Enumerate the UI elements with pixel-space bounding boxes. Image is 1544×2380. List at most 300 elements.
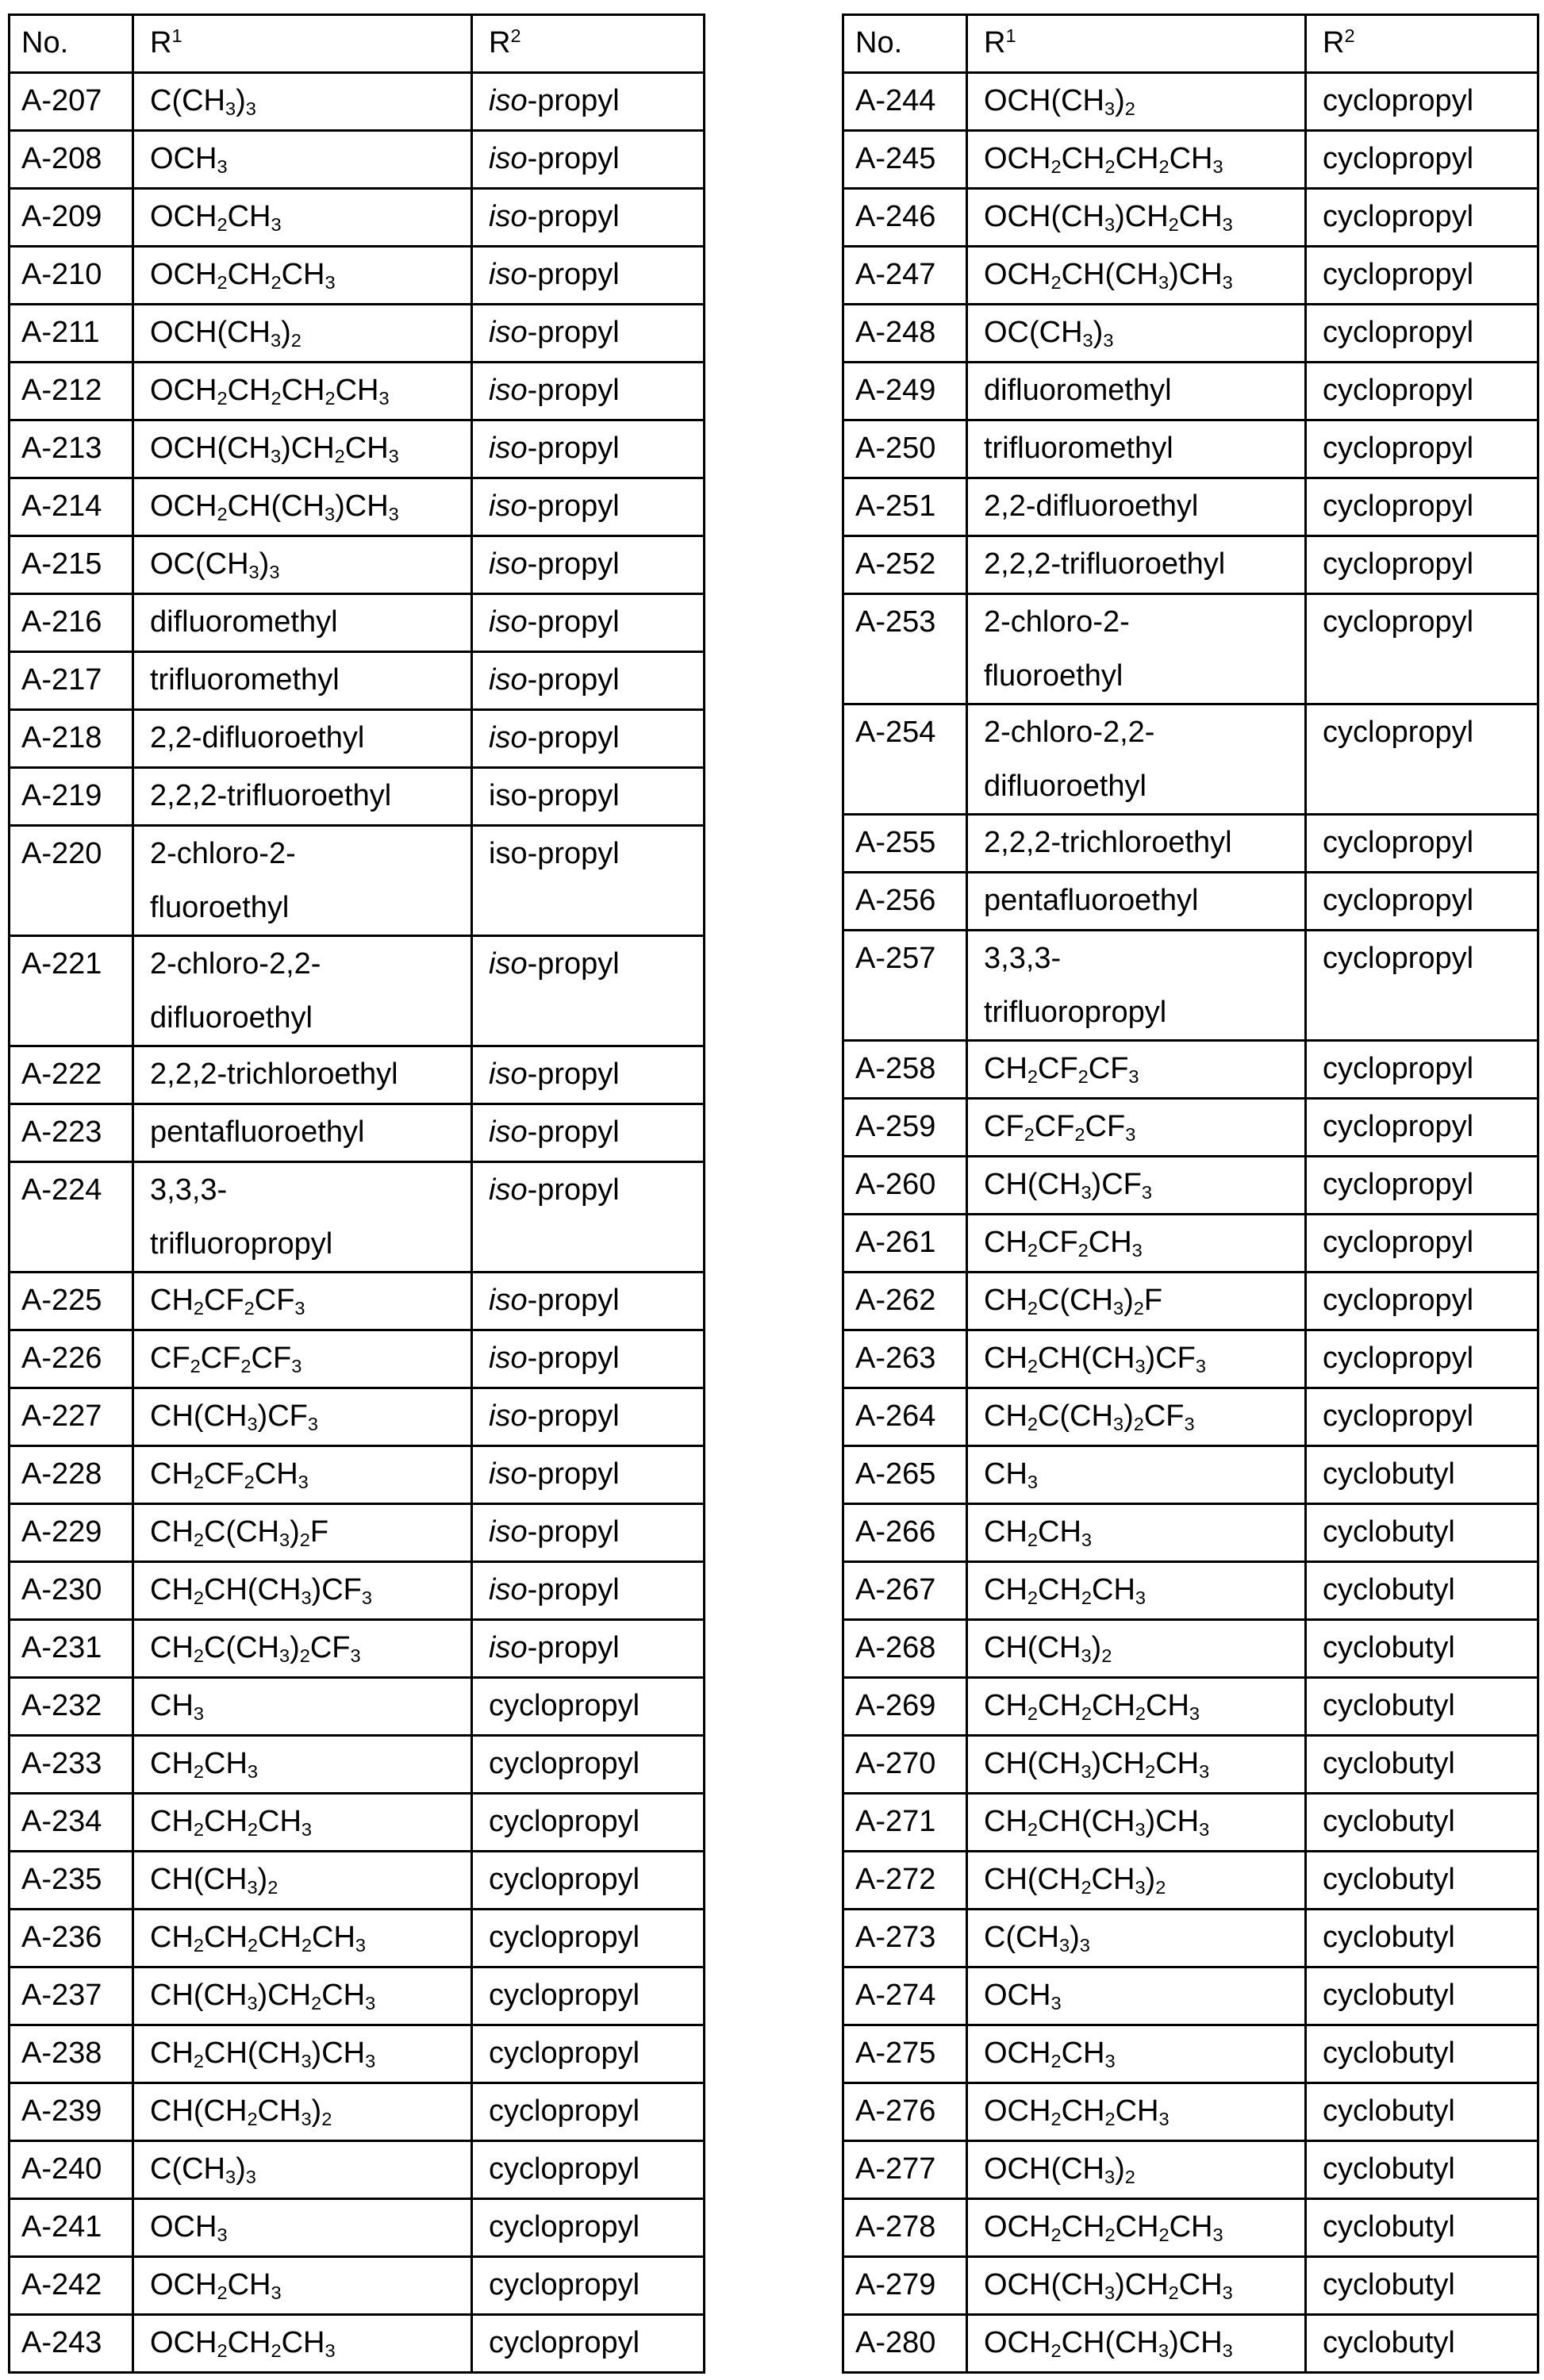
- cell-r2: cyclopropyl: [1306, 189, 1538, 247]
- table-row: [10, 1678, 705, 1736]
- cell-r1: $CH_2CH_3$: [133, 1736, 472, 1794]
- cell-r1: $OCH_2CH(CH_3)CH_3$: [967, 2315, 1306, 2373]
- cell-r2: cyclopropyl: [1306, 131, 1538, 189]
- cell-no: A-273: [843, 1910, 967, 1967]
- table-row: [10, 2199, 705, 2257]
- cell-no: A-215: [10, 536, 133, 594]
- header-r2: $R^2$: [1306, 15, 1538, 73]
- table-row: [843, 247, 1538, 305]
- cell-no: A-268: [843, 1620, 967, 1678]
- table-row: [843, 189, 1538, 247]
- cell-no: A-263: [843, 1330, 967, 1388]
- cell-r1: 2-chloro-2,2- difluoroethyl: [967, 704, 1306, 815]
- cell-r2: iso-propyl: [472, 710, 705, 768]
- table-row: [843, 536, 1538, 594]
- cell-r1: $OCH_2CH_2CH_2CH_3$: [967, 131, 1306, 189]
- cell-r1: $OCH(CH_3)_2$: [967, 73, 1306, 131]
- cell-r1: 2-chloro-2,2- difluoroethyl: [133, 936, 472, 1046]
- cell-r1: 2-chloro-2- fluoroethyl: [133, 826, 472, 936]
- cell-r1: $OCH(CH_3)CH_2CH_3$: [967, 189, 1306, 247]
- table-row: [10, 768, 705, 826]
- cell-no: A-224: [10, 1162, 133, 1273]
- cell-r1: $CH_3$: [967, 1446, 1306, 1504]
- table-row: [10, 478, 705, 536]
- cell-r2: cyclobutyl: [1306, 1562, 1538, 1620]
- cell-no: A-257: [843, 931, 967, 1041]
- cell-r1: $OCH_2CH_2CH_3$: [133, 247, 472, 305]
- cell-r2: iso-propyl: [472, 420, 705, 478]
- cell-r2: cyclopropyl: [1306, 1273, 1538, 1330]
- cell-no: A-278: [843, 2199, 967, 2257]
- table-row: [10, 1967, 705, 2025]
- cell-r2: cyclobutyl: [1306, 2257, 1538, 2315]
- cell-no: A-262: [843, 1273, 967, 1330]
- cell-no: A-270: [843, 1736, 967, 1794]
- cell-r2: cyclopropyl: [472, 1678, 705, 1736]
- cell-no: A-247: [843, 247, 967, 305]
- cell-no: A-214: [10, 478, 133, 536]
- cell-r2: iso-propyl: [472, 1046, 705, 1104]
- cell-no: A-219: [10, 768, 133, 826]
- table-row: [843, 1794, 1538, 1852]
- cell-r1: $CH_2CH(CH_3)CF_3$: [967, 1330, 1306, 1388]
- table-row: [843, 2315, 1538, 2373]
- cell-no: A-234: [10, 1794, 133, 1852]
- cell-r1: 2-chloro-2- fluoroethyl: [967, 594, 1306, 704]
- table-row: [843, 131, 1538, 189]
- cell-r2: cyclopropyl: [1306, 1215, 1538, 1273]
- cell-r2: cyclopropyl: [1306, 363, 1538, 420]
- table-row: [10, 1504, 705, 1562]
- cell-r2: iso-propyl: [472, 305, 705, 363]
- table-body: [10, 73, 705, 2373]
- cell-r2: iso-propyl: [472, 73, 705, 131]
- table-row: [10, 1446, 705, 1504]
- table-row: [10, 1162, 705, 1273]
- cell-r1: $OC(CH_3)_3$: [967, 305, 1306, 363]
- cell-r1: $OCH_2CH_3$: [133, 2257, 472, 2315]
- cell-r1: $CH_2CH(CH_3)CH_3$: [967, 1794, 1306, 1852]
- table-row: [843, 2083, 1538, 2141]
- cell-r1: $OCH(CH_3)_2$: [967, 2141, 1306, 2199]
- cell-no: A-272: [843, 1852, 967, 1910]
- cell-r2: cyclobutyl: [1306, 2315, 1538, 2373]
- superscript-2: 2: [510, 25, 521, 47]
- cell-r1: $CH_2C(CH_3)_2CF_3$: [967, 1388, 1306, 1446]
- cell-r2: iso-propyl: [472, 536, 705, 594]
- table-row: [10, 536, 705, 594]
- table-row: [10, 1852, 705, 1910]
- table-row: [10, 420, 705, 478]
- table-row: [843, 2199, 1538, 2257]
- cell-no: A-243: [10, 2315, 133, 2373]
- table-row: [10, 2315, 705, 2373]
- cell-r1: $CH(CH_3)CF_3$: [967, 1157, 1306, 1215]
- table-row: [843, 873, 1538, 931]
- table-row: [843, 1967, 1538, 2025]
- cell-r2: cyclopropyl: [1306, 1041, 1538, 1099]
- cell-r1: $CH_2CF_2CF_3$: [133, 1273, 472, 1330]
- cell-no: A-246: [843, 189, 967, 247]
- table-row: [10, 131, 705, 189]
- table-row: [10, 305, 705, 363]
- cell-r2: cyclobutyl: [1306, 1620, 1538, 1678]
- cell-r1: $C(CH_3)_3$: [133, 2141, 472, 2199]
- cell-r2: cyclobutyl: [1306, 1794, 1538, 1852]
- table-row: [843, 1099, 1538, 1157]
- cell-r2: iso-propyl: [472, 363, 705, 420]
- cell-r2: cyclopropyl: [1306, 873, 1538, 931]
- cell-no: A-275: [843, 2025, 967, 2083]
- cell-no: A-241: [10, 2199, 133, 2257]
- table-row: [843, 1620, 1538, 1678]
- table-row: [843, 1330, 1538, 1388]
- cell-r1: $CH(CH_3)_2$: [967, 1620, 1306, 1678]
- cell-r2: cyclobutyl: [1306, 2025, 1538, 2083]
- table-row: [10, 1620, 705, 1678]
- cell-r2: iso-propyl: [472, 189, 705, 247]
- cell-no: A-218: [10, 710, 133, 768]
- cell-no: A-220: [10, 826, 133, 936]
- cell-r1: $CH_2CH(CH_3)CH_3$: [133, 2025, 472, 2083]
- cell-r1: $CH(CH_3)CF_3$: [133, 1388, 472, 1446]
- cell-r1: $CH_2CH_2CH_3$: [133, 1794, 472, 1852]
- table-row: [10, 936, 705, 1046]
- cell-no: A-222: [10, 1046, 133, 1104]
- cell-r2: iso-propyl: [472, 247, 705, 305]
- table-row: [843, 73, 1538, 131]
- cell-no: A-213: [10, 420, 133, 478]
- cell-r2: cyclopropyl: [1306, 536, 1538, 594]
- superscript-1: 1: [171, 25, 182, 47]
- cell-no: A-267: [843, 1562, 967, 1620]
- table-header-row: [843, 15, 1538, 73]
- table-row: [843, 305, 1538, 363]
- cell-no: A-229: [10, 1504, 133, 1562]
- table-row: [10, 363, 705, 420]
- cell-no: A-225: [10, 1273, 133, 1330]
- cell-r1: $CH(CH_2CH_3)_2$: [133, 2083, 472, 2141]
- cell-r1: trifluoromethyl: [133, 652, 472, 710]
- cell-r2: iso-propyl: [472, 1504, 705, 1562]
- cell-r2: cyclopropyl: [1306, 420, 1538, 478]
- cell-no: A-271: [843, 1794, 967, 1852]
- cell-r2: cyclopropyl: [472, 1910, 705, 1967]
- cell-r2: cyclopropyl: [472, 2025, 705, 2083]
- cell-r2: cyclobutyl: [1306, 1736, 1538, 1794]
- cell-r2: iso-propyl: [472, 478, 705, 536]
- cell-r1: $CH_2CH_2CH_3$: [967, 1562, 1306, 1620]
- cell-r2: cyclopropyl: [1306, 247, 1538, 305]
- table-row: [843, 1157, 1538, 1215]
- table-row: [843, 1736, 1538, 1794]
- table-row: [843, 1678, 1538, 1736]
- cell-r2: cyclopropyl: [1306, 73, 1538, 131]
- cell-r1: trifluoromethyl: [967, 420, 1306, 478]
- cell-r2: iso-propyl: [472, 594, 705, 652]
- cell-r1: pentafluoroethyl: [133, 1104, 472, 1162]
- cell-r1: 2,2,2-trifluoroethyl: [133, 768, 472, 826]
- cell-r2: cyclopropyl: [1306, 815, 1538, 873]
- table-row: [10, 2083, 705, 2141]
- cell-no: A-259: [843, 1099, 967, 1157]
- cell-r2: cyclobutyl: [1306, 1910, 1538, 1967]
- cell-r1: $CH_2CH(CH_3)CF_3$: [133, 1562, 472, 1620]
- cell-r2: cyclopropyl: [1306, 1157, 1538, 1215]
- cell-r1: 2,2-difluoroethyl: [967, 478, 1306, 536]
- cell-r1: 2,2-difluoroethyl: [133, 710, 472, 768]
- table-row: [10, 1562, 705, 1620]
- cell-r2: cyclopropyl: [1306, 305, 1538, 363]
- table-row: [10, 1736, 705, 1794]
- table-row: [843, 1910, 1538, 1967]
- cell-no: A-256: [843, 873, 967, 931]
- cell-r2: iso-propyl: [472, 1620, 705, 1678]
- cell-r2: iso-propyl: [472, 1162, 705, 1273]
- cell-r1: 3,3,3- trifluoropropyl: [967, 931, 1306, 1041]
- cell-no: A-226: [10, 1330, 133, 1388]
- table-row: [10, 1388, 705, 1446]
- table-row: [10, 1910, 705, 1967]
- cell-no: A-253: [843, 594, 967, 704]
- cell-no: A-237: [10, 1967, 133, 2025]
- cell-r2: cyclobutyl: [1306, 1967, 1538, 2025]
- cell-no: A-230: [10, 1562, 133, 1620]
- table-row: [843, 1852, 1538, 1910]
- cell-no: A-274: [843, 1967, 967, 2025]
- table-row: [10, 1104, 705, 1162]
- table-row: [10, 247, 705, 305]
- cell-r2: cyclopropyl: [1306, 594, 1538, 704]
- cell-r1: pentafluoroethyl: [967, 873, 1306, 931]
- header-r1: $R^1$: [967, 15, 1306, 73]
- table-row: [10, 2025, 705, 2083]
- cell-no: A-236: [10, 1910, 133, 1967]
- cell-r2: cyclopropyl: [472, 2141, 705, 2199]
- table-row: [10, 2257, 705, 2315]
- cell-no: A-279: [843, 2257, 967, 2315]
- cell-r1: $CH(CH_2CH_3)_2$: [967, 1852, 1306, 1910]
- cell-r1: $OCH_2CH_2CH_3$: [967, 2083, 1306, 2141]
- cell-no: A-260: [843, 1157, 967, 1215]
- table-row: [843, 363, 1538, 420]
- table-row: [843, 594, 1538, 704]
- cell-r2: cyclobutyl: [1306, 1504, 1538, 1562]
- cell-r2: cyclobutyl: [1306, 1678, 1538, 1736]
- cell-no: A-221: [10, 936, 133, 1046]
- cell-r2: cyclobutyl: [1306, 2199, 1538, 2257]
- cell-r1: $OCH_2CH_2CH_3$: [133, 2315, 472, 2373]
- cell-no: A-264: [843, 1388, 967, 1446]
- substituent-table-right: [842, 13, 1539, 2374]
- cell-no: A-255: [843, 815, 967, 873]
- table-row: [843, 2141, 1538, 2199]
- cell-r1: $CH_2CF_2CF_3$: [967, 1041, 1306, 1099]
- cell-r1: $CH_2CH_3$: [967, 1504, 1306, 1562]
- table-row: [10, 710, 705, 768]
- table-row: [10, 1330, 705, 1388]
- cell-no: A-232: [10, 1678, 133, 1736]
- cell-no: A-209: [10, 189, 133, 247]
- cell-r1: $C(CH_3)_3$: [967, 1910, 1306, 1967]
- superscript-1: 1: [1005, 25, 1016, 47]
- table-row: [843, 2025, 1538, 2083]
- cell-r2: cyclopropyl: [472, 2083, 705, 2141]
- cell-r1: $OCH(CH_3)CH_2CH_3$: [133, 420, 472, 478]
- cell-r1: $OCH_3$: [133, 131, 472, 189]
- cell-r2: cyclopropyl: [1306, 931, 1538, 1041]
- cell-no: A-248: [843, 305, 967, 363]
- cell-r1: difluoromethyl: [967, 363, 1306, 420]
- cell-r1: $CH_2CH_2CH_2CH_3$: [967, 1678, 1306, 1736]
- cell-no: A-240: [10, 2141, 133, 2199]
- cell-no: A-227: [10, 1388, 133, 1446]
- cell-r1: 2,2,2-trifluoroethyl: [967, 536, 1306, 594]
- cell-no: A-250: [843, 420, 967, 478]
- table-body: [843, 73, 1538, 2373]
- table-row: [843, 1504, 1538, 1562]
- cell-r1: $CH_2CF_2CH_3$: [967, 1215, 1306, 1273]
- cell-r1: $OCH(CH_3)CH_2CH_3$: [967, 2257, 1306, 2315]
- cell-r1: $CH(CH_3)CH_2CH_3$: [133, 1967, 472, 2025]
- cell-no: A-266: [843, 1504, 967, 1562]
- cell-r1: $OCH(CH_3)_2$: [133, 305, 472, 363]
- cell-r1: $CH_2C(CH_3)_2F$: [967, 1273, 1306, 1330]
- header-no: No.: [843, 15, 967, 73]
- table-row: [843, 1388, 1538, 1446]
- cell-no: A-251: [843, 478, 967, 536]
- cell-no: A-280: [843, 2315, 967, 2373]
- cell-no: A-233: [10, 1736, 133, 1794]
- cell-r2: cyclopropyl: [1306, 1099, 1538, 1157]
- cell-no: A-210: [10, 247, 133, 305]
- cell-r2: iso-propyl: [472, 826, 705, 936]
- cell-no: A-269: [843, 1678, 967, 1736]
- cell-r2: cyclobutyl: [1306, 1852, 1538, 1910]
- cell-no: A-207: [10, 73, 133, 131]
- table-row: [10, 594, 705, 652]
- cell-r2: cyclopropyl: [1306, 1330, 1538, 1388]
- cell-r1: $OCH_3$: [967, 1967, 1306, 2025]
- cell-r2: cyclopropyl: [1306, 478, 1538, 536]
- cell-r2: iso-propyl: [472, 652, 705, 710]
- cell-no: A-242: [10, 2257, 133, 2315]
- cell-r1: $CH(CH_3)_2$: [133, 1852, 472, 1910]
- cell-r1: $CH_3$: [133, 1678, 472, 1736]
- table-row: [10, 189, 705, 247]
- table-row: [843, 931, 1538, 1041]
- cell-no: A-252: [843, 536, 967, 594]
- cell-r1: $CH(CH_3)CH_2CH_3$: [967, 1736, 1306, 1794]
- cell-no: A-244: [843, 73, 967, 131]
- cell-r1: $OCH_2CH_2CH_2CH_3$: [133, 363, 472, 420]
- cell-r2: iso-propyl: [472, 768, 705, 826]
- cell-no: A-208: [10, 131, 133, 189]
- cell-no: A-254: [843, 704, 967, 815]
- cell-r2: iso-propyl: [472, 131, 705, 189]
- cell-no: A-228: [10, 1446, 133, 1504]
- cell-r1: $OCH_2CH_3$: [967, 2025, 1306, 2083]
- cell-r1: $CF_2CF_2CF_3$: [133, 1330, 472, 1388]
- cell-r1: 2,2,2-trichloroethyl: [133, 1046, 472, 1104]
- table-row: [843, 1215, 1538, 1273]
- cell-r2: cyclopropyl: [472, 2199, 705, 2257]
- cell-r2: iso-propyl: [472, 1562, 705, 1620]
- table-row: [843, 1273, 1538, 1330]
- table-row: [843, 2257, 1538, 2315]
- cell-r1: $CH_2CH_2CH_2CH_3$: [133, 1910, 472, 1967]
- header-no: No.: [10, 15, 133, 73]
- cell-r2: cyclopropyl: [1306, 704, 1538, 815]
- cell-no: A-216: [10, 594, 133, 652]
- cell-no: A-223: [10, 1104, 133, 1162]
- cell-r2: iso-propyl: [472, 1388, 705, 1446]
- cell-r2: cyclopropyl: [472, 2315, 705, 2373]
- table-row: [843, 420, 1538, 478]
- cell-r2: cyclopropyl: [472, 1794, 705, 1852]
- table-header-row: [10, 15, 705, 73]
- cell-r2: cyclopropyl: [472, 1852, 705, 1910]
- table-row: [843, 1446, 1538, 1504]
- cell-r1: $C(CH_3)_3$: [133, 73, 472, 131]
- header-r2: $R^2$: [472, 15, 705, 73]
- table-row: [10, 826, 705, 936]
- cell-no: A-212: [10, 363, 133, 420]
- table-row: [10, 1794, 705, 1852]
- cell-r2: iso-propyl: [472, 1273, 705, 1330]
- cell-r2: cyclobutyl: [1306, 2083, 1538, 2141]
- cell-r2: iso-propyl: [472, 1446, 705, 1504]
- table-row: [843, 1041, 1538, 1099]
- table-row: [10, 73, 705, 131]
- superscript-2: 2: [1344, 25, 1355, 47]
- cell-r1: $OCH_2CH_2CH_2CH_3$: [967, 2199, 1306, 2257]
- cell-r2: iso-propyl: [472, 1104, 705, 1162]
- cell-no: A-265: [843, 1446, 967, 1504]
- cell-r2: cyclopropyl: [472, 1967, 705, 2025]
- cell-r1: 2,2,2-trichloroethyl: [967, 815, 1306, 873]
- table-row: [843, 815, 1538, 873]
- cell-r2: cyclopropyl: [472, 1736, 705, 1794]
- cell-r1: $CH_2CF_2CH_3$: [133, 1446, 472, 1504]
- cell-r1: $OCH_2CH(CH_3)CH_3$: [967, 247, 1306, 305]
- cell-r1: $OC(CH_3)_3$: [133, 536, 472, 594]
- cell-no: A-249: [843, 363, 967, 420]
- cell-no: A-258: [843, 1041, 967, 1099]
- substituent-table-left: [8, 13, 705, 2374]
- cell-no: A-231: [10, 1620, 133, 1678]
- cell-no: A-238: [10, 2025, 133, 2083]
- cell-r2: cyclobutyl: [1306, 1446, 1538, 1504]
- table-row: [10, 1273, 705, 1330]
- cell-no: A-211: [10, 305, 133, 363]
- cell-r1: $CH_2C(CH_3)_2CF_3$: [133, 1620, 472, 1678]
- table-row: [843, 1562, 1538, 1620]
- cell-no: A-239: [10, 2083, 133, 2141]
- cell-r2: cyclopropyl: [472, 2257, 705, 2315]
- cell-r1: $OCH_2CH(CH_3)CH_3$: [133, 478, 472, 536]
- cell-r2: cyclobutyl: [1306, 2141, 1538, 2199]
- table-row: [10, 1046, 705, 1104]
- header-r1: $R^1$: [133, 15, 472, 73]
- cell-r1: $OCH_3$: [133, 2199, 472, 2257]
- table-row: [10, 2141, 705, 2199]
- cell-r1: $CF_2CF_2CF_3$: [967, 1099, 1306, 1157]
- cell-no: A-277: [843, 2141, 967, 2199]
- cell-r1: $OCH_2CH_3$: [133, 189, 472, 247]
- cell-r1: difluoromethyl: [133, 594, 472, 652]
- cell-no: A-217: [10, 652, 133, 710]
